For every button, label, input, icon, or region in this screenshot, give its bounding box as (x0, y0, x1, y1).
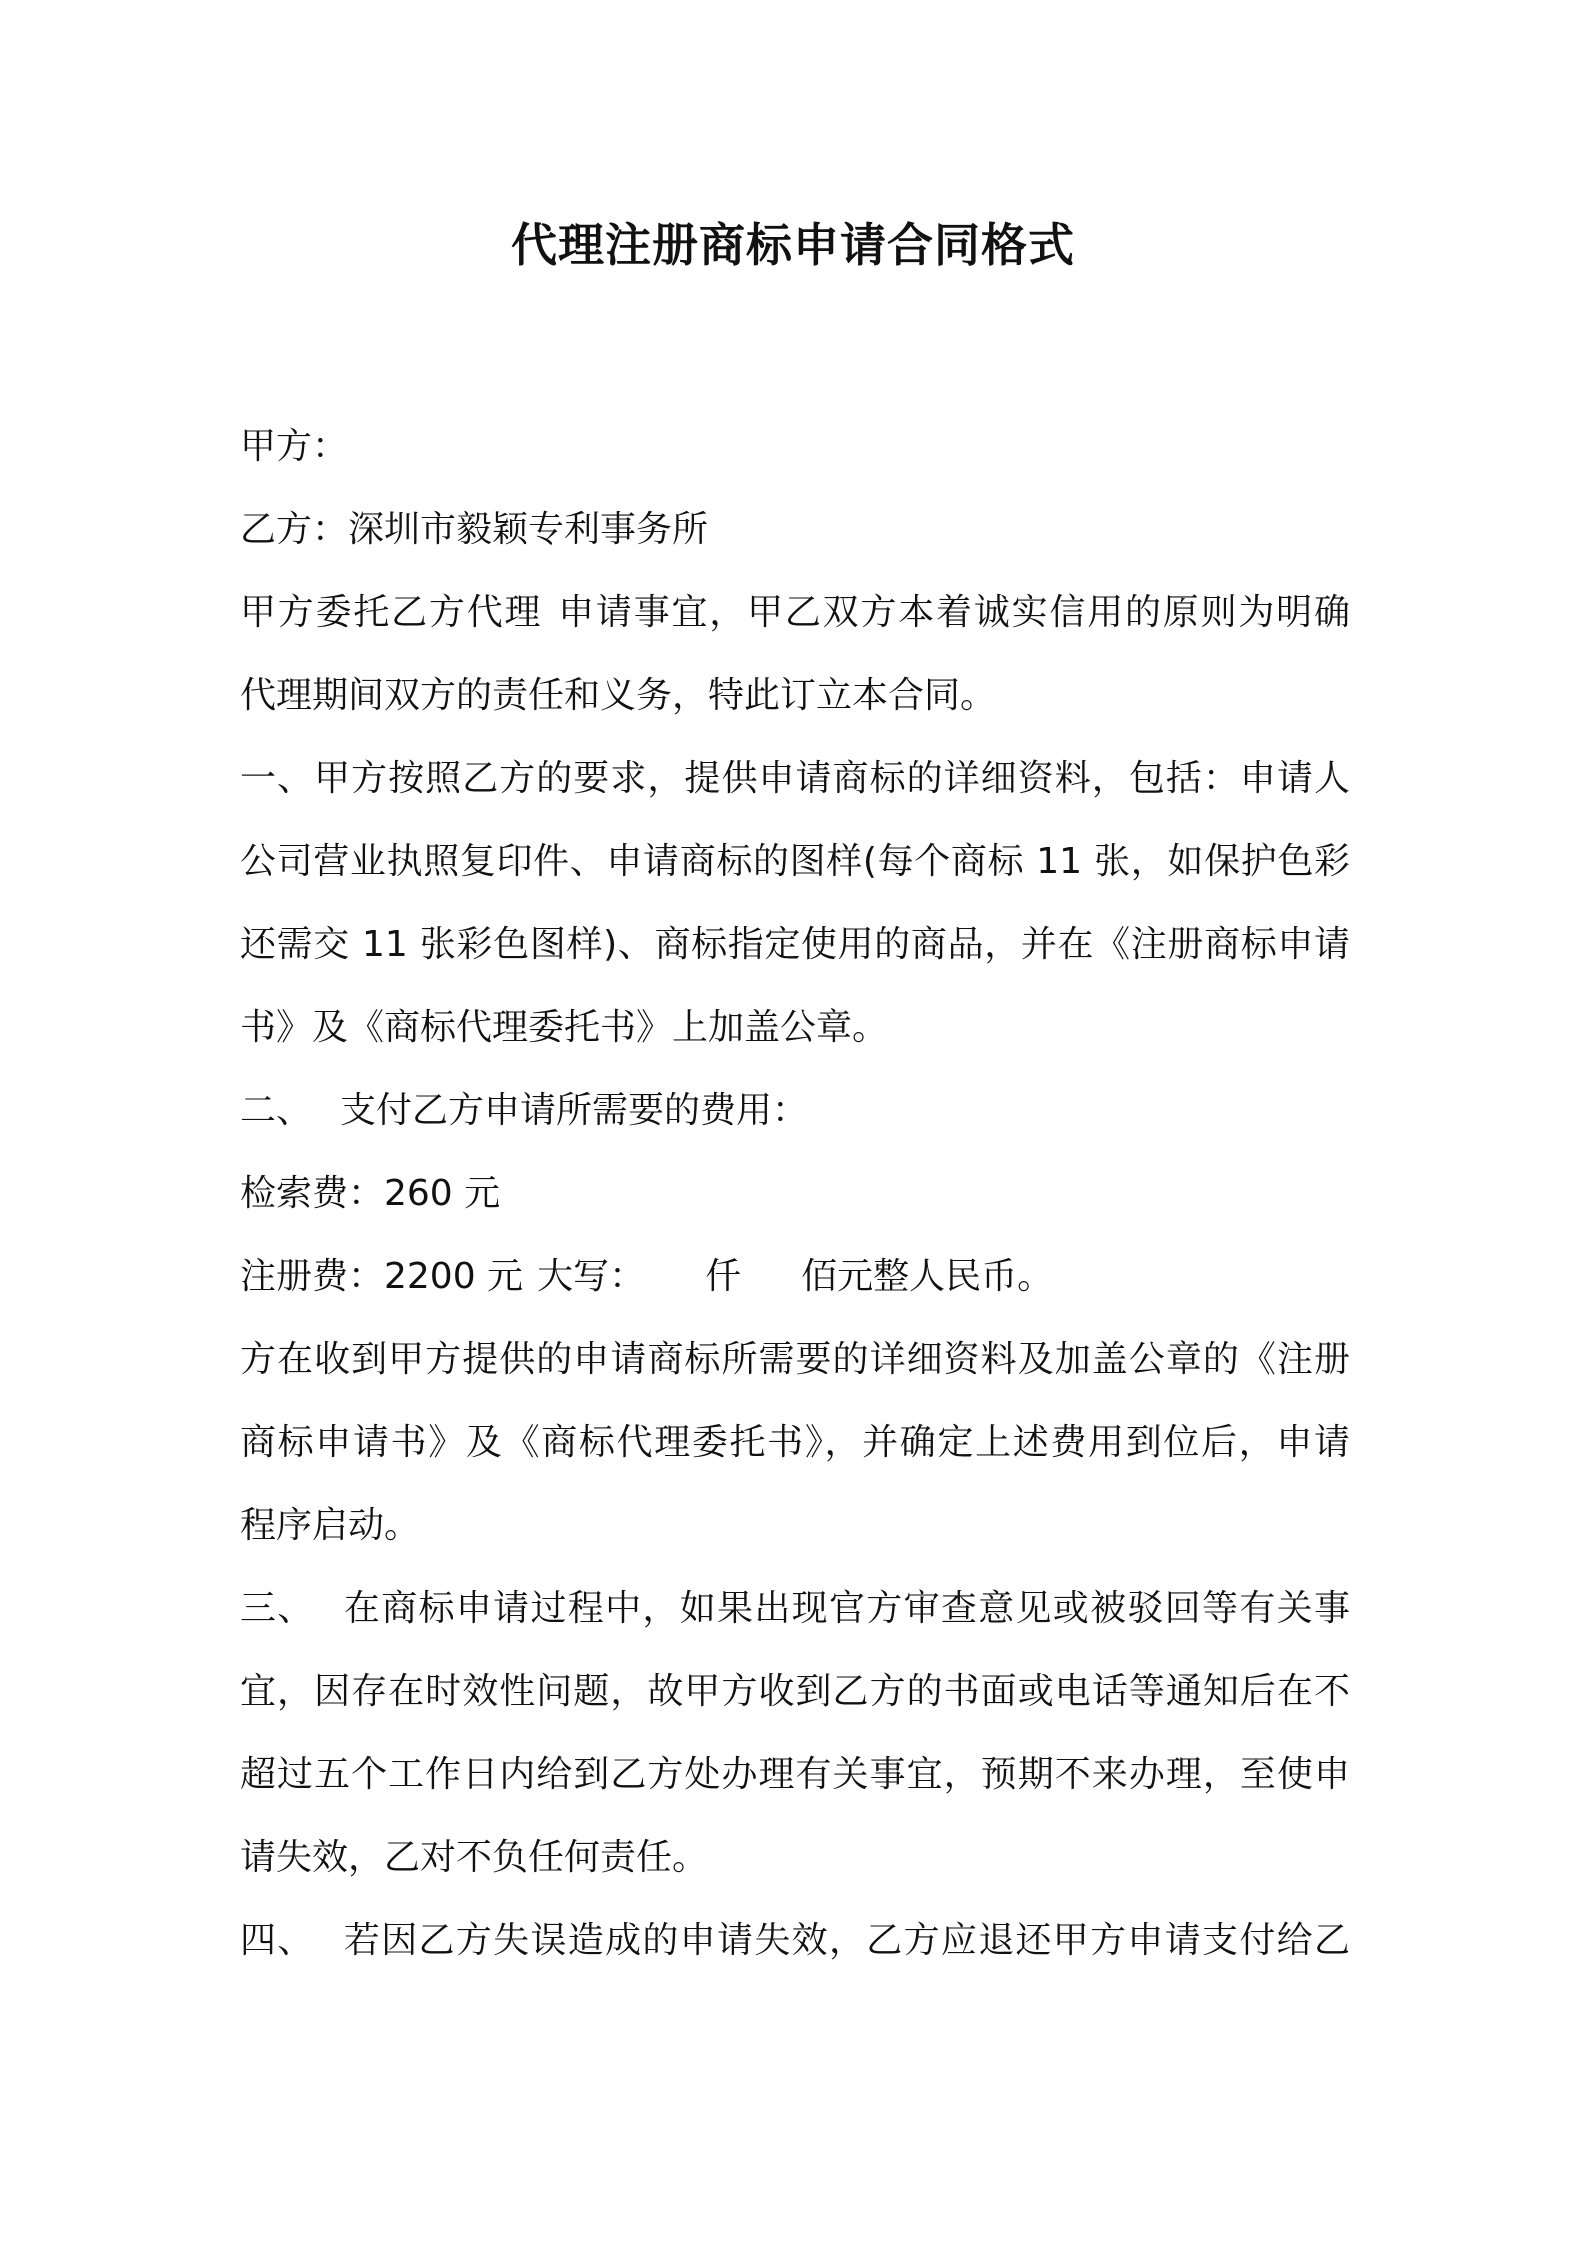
party-b-name: 深圳市毅颖专利事务所 (348, 509, 709, 550)
party-b-label: 乙方： (240, 509, 349, 550)
hundred-suffix: 佰元整人民币。 (801, 1256, 1054, 1297)
registration-fee: 注册费：2200 元 (240, 1256, 524, 1297)
intro-line-1 (240, 571, 1350, 654)
intro-line-2: 代理期间双方的责任和义务，特此订立本合同。 (240, 675, 997, 716)
clause2-heading: 支付乙方申请所需要的费用： (340, 1090, 809, 1131)
clause2-cont-line-2: 商标申请书》及《商标代理委托书》，并确定上述费用到位后，申请 (240, 1422, 1350, 1463)
clause1-line-3: 还需交 11 张彩色图样)、商标指定使用的商品，并在《注册商标申请 (240, 924, 1350, 965)
uppercase-label: 大写： (537, 1256, 646, 1297)
clause1-line-1: 一、甲方按照乙方的要求，提供申请商标的详细资料，包括：申请人 (240, 758, 1350, 799)
registration-fee-line (240, 1235, 1350, 1318)
clause4-text-1: 若因乙方失误造成的申请失效，乙方应退还甲方申请支付给乙 (342, 1920, 1350, 1961)
clause4-number: 四、 (240, 1920, 315, 1961)
clause3-line-1 (240, 1567, 1350, 1650)
thousand-unit: 仟 (705, 1256, 742, 1297)
clause2-cont-line-1: 方在收到甲方提供的申请商标所需要的详细资料及加盖公章的《注册 (240, 1339, 1350, 1380)
clause4-line-1 (240, 1899, 1350, 1982)
clause2-number: 二、 (240, 1090, 313, 1131)
party-a-label: 甲方： (240, 426, 349, 467)
clause1-line-2: 公司营业执照复印件、申请商标的图样(每个商标 11 张，如保护色彩 (240, 841, 1350, 882)
party-a-line (240, 405, 1350, 488)
search-fee-line: 检索费：260 元 (240, 1173, 501, 1214)
party-b-line (240, 488, 1350, 571)
clause3-number: 三、 (240, 1588, 315, 1629)
clause2-cont-line-3: 程序启动。 (240, 1505, 421, 1546)
clause3-text-1: 在商标申请过程中，如果出现官方审查意见或被驳回等有关事 (342, 1588, 1350, 1629)
clause2-heading-line (240, 1069, 1350, 1152)
clause3-line-2: 宜，因存在时效性问题，故甲方收到乙方的书面或电话等通知后在不 (240, 1671, 1350, 1712)
document-title: 代理注册商标申请合同格式 (511, 218, 1075, 272)
document-body (240, 405, 1350, 1982)
intro-text-1b: 申请事宜，甲乙双方本着诚实信用的原则为明确 (556, 592, 1350, 633)
clause1-line-4: 书》及《商标代理委托书》上加盖公章。 (240, 1007, 889, 1048)
clause3-line-4: 请失效，乙对不负任何责任。 (240, 1837, 709, 1878)
intro-text-1a: 甲方委托乙方代理 (240, 592, 543, 633)
clause3-line-3: 超过五个工作日内给到乙方处办理有关事宜，预期不来办理，至使申 (240, 1754, 1350, 1795)
